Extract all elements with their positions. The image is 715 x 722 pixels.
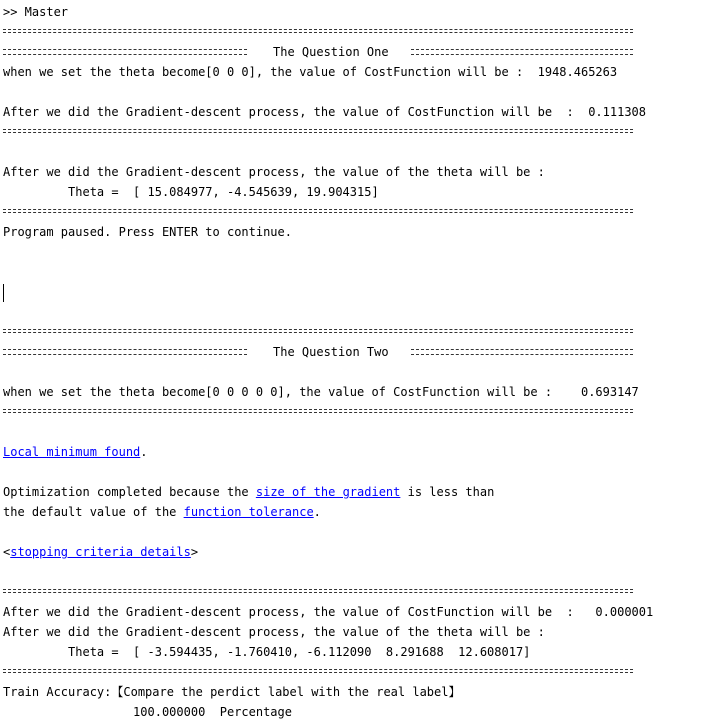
blank-line — [3, 262, 713, 282]
separator-rule — [3, 402, 633, 422]
rule-segment — [3, 349, 247, 355]
output-line: when we set the theta become[0 0 0], the value of CostFunction will be : 1948.465263 — [3, 65, 618, 79]
blank-line — [3, 142, 713, 162]
section-title: The Question Two — [273, 345, 389, 359]
output-line: Theta = [ 15.084977, -4.545639, 19.904315] — [3, 185, 379, 199]
punctuation: . — [313, 505, 321, 519]
command-window[interactable] — [3, 2, 713, 722]
prompt-line: >> Master — [3, 5, 69, 19]
blank-line — [3, 522, 713, 542]
output-line: After we did the Gradient-descent process, the value of the theta will be : — [3, 625, 545, 639]
input-line[interactable] — [3, 282, 713, 302]
criteria-line — [3, 542, 713, 562]
separator-rule — [3, 202, 633, 222]
local-min-line — [3, 442, 713, 462]
local-minimum-link[interactable]: Local minimum found — [3, 445, 141, 459]
blank-line — [3, 462, 713, 482]
optimization-line-1 — [3, 482, 713, 502]
punctuation: < — [3, 545, 11, 559]
blank-line — [3, 362, 713, 382]
blank-line — [3, 302, 713, 322]
section-header-q2 — [3, 342, 633, 362]
output-line: 100.000000 Percentage — [3, 705, 292, 719]
blank-line — [3, 422, 713, 442]
output-line: when we set the theta become[0 0 0 0 0], the value of CostFunction will be : 0.693147 — [3, 385, 639, 399]
section-title: The Question One — [273, 45, 389, 59]
output-text: the default value of the — [3, 505, 184, 519]
rule-segment — [3, 49, 247, 55]
optimization-line-2 — [3, 502, 713, 522]
separator-rule — [3, 22, 633, 42]
gradient-size-link[interactable]: size of the gradient — [255, 485, 401, 499]
output-line: Train Accuracy:【Compare the perdict label with the real label】 — [3, 685, 461, 699]
output-line: After we did the Gradient-descent process, the value of the theta will be : — [3, 165, 545, 179]
rule-segment — [411, 49, 633, 55]
output-line: Theta = [ -3.594435, -1.760410, -6.112090 8.291688 12.608017] — [3, 645, 531, 659]
blank-line — [3, 562, 713, 582]
separator-rule — [3, 662, 633, 682]
punctuation: > — [190, 545, 199, 559]
section-header-q1 — [3, 42, 633, 62]
blank-line — [3, 242, 713, 262]
function-tolerance-link[interactable]: function tolerance — [183, 505, 314, 519]
rule-segment — [411, 349, 633, 355]
output-line: After we did the Gradient-descent process, the value of CostFunction will be : 0.000001 — [3, 605, 654, 619]
output-line: After we did the Gradient-descent process, the value of CostFunction will be : 0.111308 — [3, 105, 646, 119]
separator-rule — [3, 322, 633, 342]
text-cursor — [3, 284, 4, 302]
output-text: Optimization completed because the — [3, 485, 256, 499]
punctuation: . — [140, 445, 148, 459]
stopping-criteria-link[interactable]: stopping criteria details — [10, 545, 191, 559]
separator-rule — [3, 582, 633, 602]
output-line: Program paused. Press ENTER to continue. — [3, 225, 292, 239]
separator-rule — [3, 122, 633, 142]
blank-line — [3, 82, 713, 102]
output-text: is less than — [400, 485, 495, 499]
